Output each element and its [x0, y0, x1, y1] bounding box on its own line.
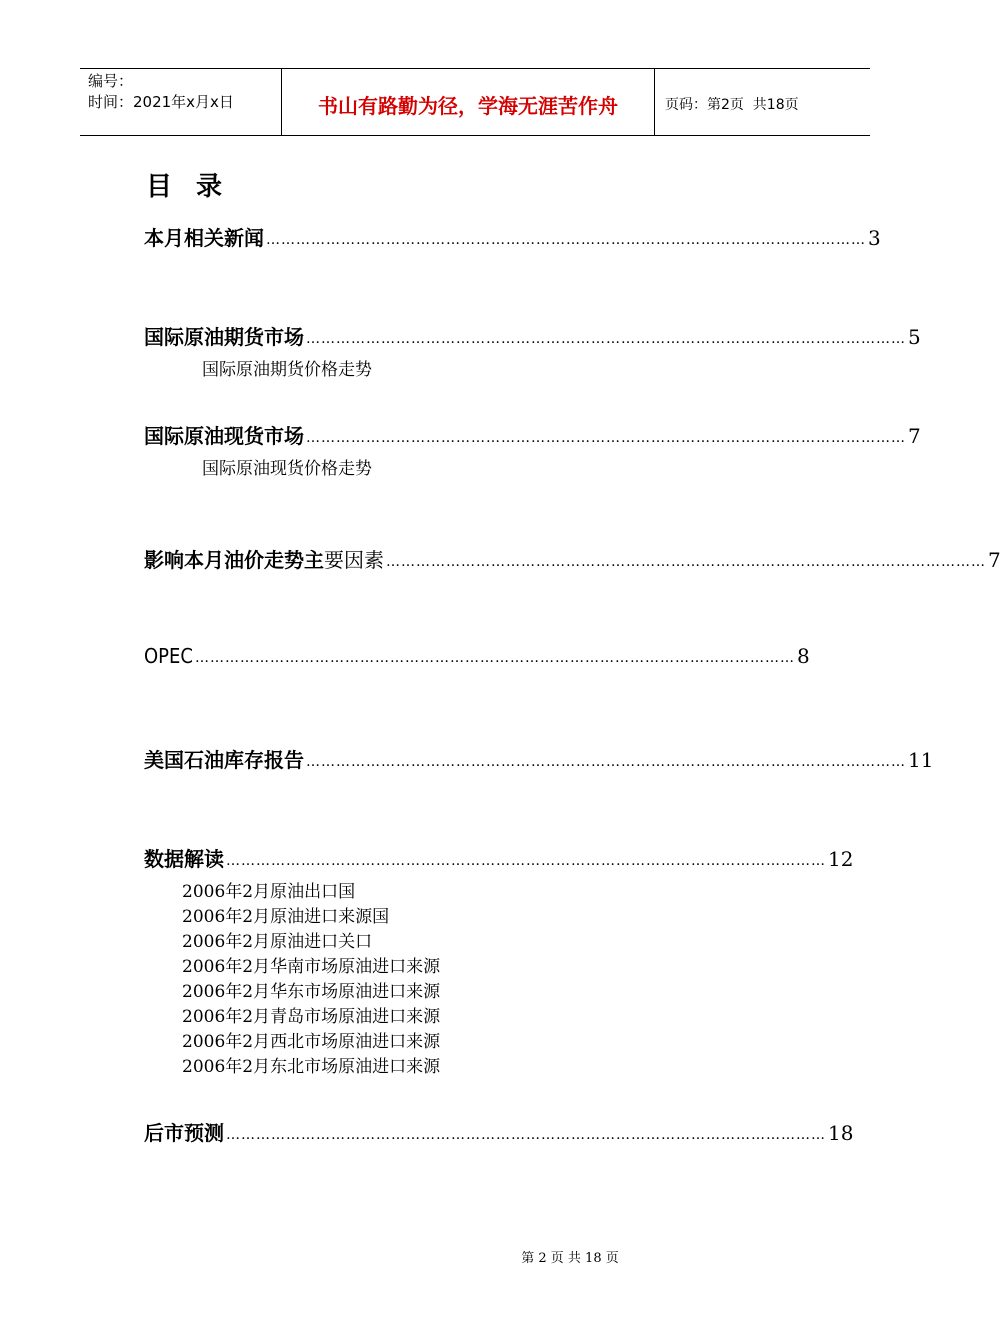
- toc-entry-label: OPEC: [144, 644, 193, 668]
- toc-sub-data-item[interactable]: 2006年2月西北市场原油进口来源: [182, 1032, 441, 1052]
- toc-entry-inventory[interactable]: [144, 744, 934, 773]
- toc-sub-data-item[interactable]: 2006年2月青岛市场原油进口来源: [182, 1007, 441, 1027]
- header-page-label: 页码：第2页 共18页: [665, 97, 799, 113]
- toc-entry-page: 11: [908, 748, 934, 772]
- toc-entry-page: 8: [796, 644, 810, 668]
- toc-leader-dots: …………………………………………………………………………………………………………: [306, 430, 906, 446]
- toc-sub-data-item[interactable]: 2006年2月原油进口来源国: [182, 907, 390, 927]
- toc-entry-label: [144, 544, 384, 573]
- toc-entry-data[interactable]: [144, 843, 854, 872]
- toc-sub-data-item[interactable]: 2006年2月原油进口关口: [182, 932, 373, 952]
- toc-entry-forecast[interactable]: [144, 1117, 854, 1146]
- header-right-cell: [655, 69, 870, 135]
- document-time-label: 时间：2021年x月x日: [88, 93, 234, 111]
- toc-entry-opec[interactable]: [144, 644, 810, 668]
- toc-entry-label-light: 要因素: [324, 548, 384, 572]
- toc-entry-factors[interactable]: [144, 544, 1001, 573]
- toc-title: [146, 166, 222, 203]
- toc-sub-data-item[interactable]: 2006年2月东北市场原油进口来源: [182, 1057, 441, 1077]
- footer-page-number: 第 2 页 共 18 页: [521, 1251, 619, 1266]
- toc-sub-futures[interactable]: 国际原油期货价格走势: [202, 360, 372, 380]
- toc-leader-dots: …………………………………………………………………………………………………………: [194, 650, 795, 666]
- header-left-cell: [80, 69, 282, 135]
- toc-entry-label: 数据解读: [144, 847, 224, 871]
- toc-leader-dots: …………………………………………………………………………………………………………: [386, 554, 986, 570]
- document-header: [80, 68, 870, 136]
- toc-sub-data-list: [182, 880, 440, 1080]
- toc-leader-dots: …………………………………………………………………………………………………………: [226, 853, 826, 869]
- page-footer: [0, 1247, 950, 1266]
- toc-entry-label-bold: 影响本月油价走势主: [144, 548, 324, 572]
- toc-entry-label: 国际原油现货市场: [144, 424, 304, 448]
- toc-sub-data-item[interactable]: 2006年2月原油出口国: [182, 882, 356, 902]
- toc-entry-news[interactable]: [144, 222, 881, 251]
- toc-entry-label: 后市预测: [144, 1121, 224, 1145]
- toc-entry-page: 12: [828, 847, 854, 871]
- toc-leader-dots: …………………………………………………………………………………………………………: [226, 1127, 826, 1143]
- toc-leader-dots: …………………………………………………………………………………………………………: [306, 754, 906, 770]
- toc-entry-page: 18: [828, 1121, 854, 1145]
- toc-sub-data-item[interactable]: 2006年2月华东市场原油进口来源: [182, 982, 441, 1002]
- header-motto: 书山有路勤为径，学海无涯苦作舟: [282, 69, 655, 135]
- toc-entry-page: 7: [988, 548, 1001, 572]
- toc-entry-spot[interactable]: [144, 420, 921, 449]
- toc-title-first: 目: [146, 172, 173, 202]
- toc-entry-label: 国际原油期货市场: [144, 325, 304, 349]
- toc-leader-dots: …………………………………………………………………………………………………………: [306, 331, 906, 347]
- toc-sub-spot[interactable]: 国际原油现货价格走势: [202, 459, 372, 479]
- toc-entry-page: 5: [908, 325, 921, 349]
- toc-entry-page: 7: [908, 424, 921, 448]
- toc-entry-futures[interactable]: [144, 321, 921, 350]
- toc-title-second: 录: [196, 172, 223, 202]
- toc-sub-data-item[interactable]: 2006年2月华南市场原油进口来源: [182, 957, 441, 977]
- toc-entry-label: 本月相关新闻: [144, 226, 264, 250]
- document-number-label: 编号：: [88, 72, 134, 90]
- toc-entry-label: 美国石油库存报告: [144, 748, 304, 772]
- toc-leader-dots: …………………………………………………………………………………………………………: [266, 232, 866, 248]
- toc-entry-page: 3: [868, 226, 881, 250]
